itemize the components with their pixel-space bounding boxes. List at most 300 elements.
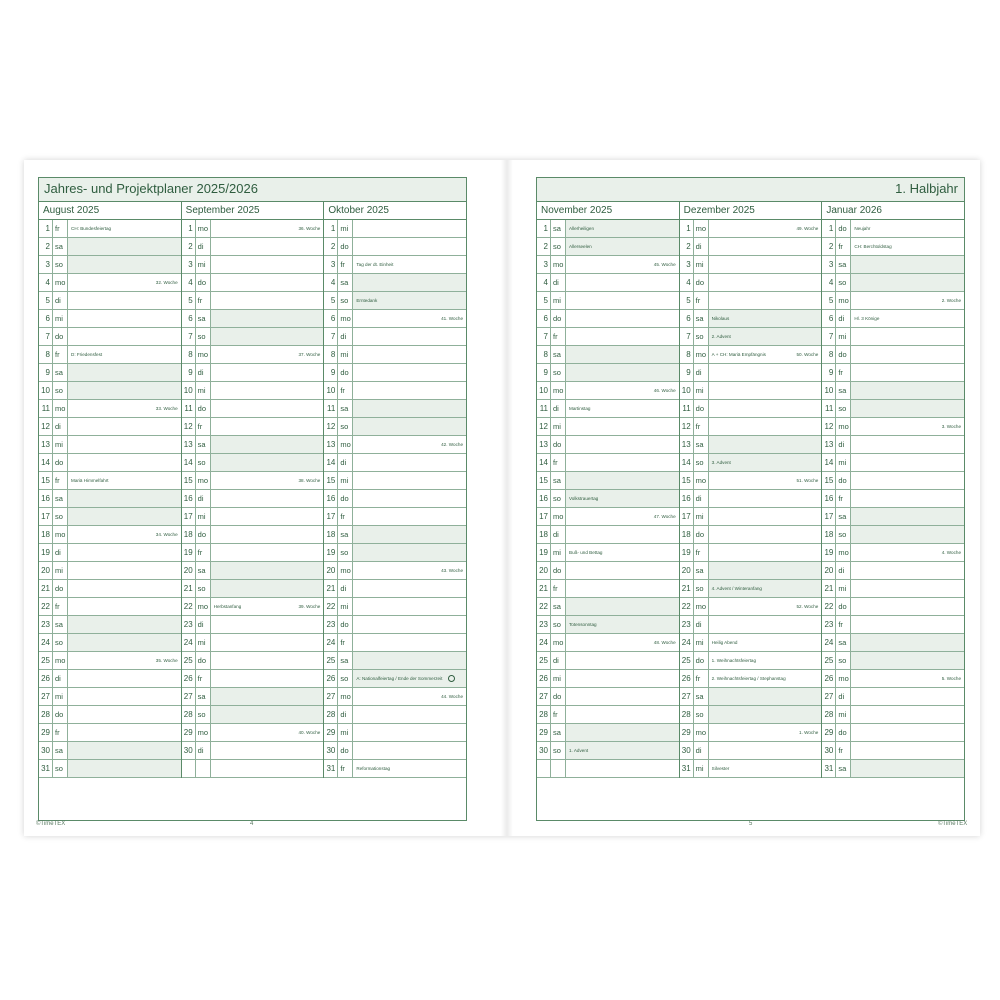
- day-note-cell[interactable]: [709, 238, 822, 255]
- day-row[interactable]: [822, 418, 964, 436]
- day-note-cell[interactable]: [353, 724, 466, 741]
- day-row[interactable]: [182, 634, 324, 652]
- day-row[interactable]: [680, 238, 822, 256]
- day-row[interactable]: [822, 274, 964, 292]
- day-row[interactable]: [182, 706, 324, 724]
- day-row[interactable]: [537, 490, 679, 508]
- day-row[interactable]: [39, 598, 181, 616]
- day-note-cell[interactable]: [566, 364, 679, 381]
- day-row[interactable]: [822, 634, 964, 652]
- day-row[interactable]: [537, 472, 679, 490]
- day-row[interactable]: [680, 544, 822, 562]
- day-note-cell[interactable]: [211, 292, 324, 309]
- day-row[interactable]: [822, 760, 964, 778]
- day-row[interactable]: [182, 760, 324, 778]
- day-row[interactable]: [822, 472, 964, 490]
- day-note-cell[interactable]: [851, 292, 964, 309]
- day-row[interactable]: [182, 670, 324, 688]
- day-note-cell[interactable]: [566, 670, 679, 687]
- day-row[interactable]: [39, 418, 181, 436]
- day-note-cell[interactable]: [851, 472, 964, 489]
- day-row[interactable]: [680, 310, 822, 328]
- day-row[interactable]: [39, 274, 181, 292]
- day-row[interactable]: [822, 526, 964, 544]
- day-row[interactable]: [680, 634, 822, 652]
- day-note-cell[interactable]: [566, 328, 679, 345]
- day-row[interactable]: [680, 436, 822, 454]
- day-row[interactable]: [680, 688, 822, 706]
- day-row[interactable]: [822, 256, 964, 274]
- day-row[interactable]: [822, 616, 964, 634]
- day-row[interactable]: [822, 400, 964, 418]
- day-note-cell[interactable]: [68, 454, 181, 471]
- day-row[interactable]: [822, 580, 964, 598]
- day-note-cell[interactable]: [353, 346, 466, 363]
- day-row[interactable]: [39, 526, 181, 544]
- day-row[interactable]: [182, 580, 324, 598]
- day-row[interactable]: [822, 688, 964, 706]
- day-note-cell[interactable]: [68, 400, 181, 417]
- day-note-cell[interactable]: [709, 400, 822, 417]
- day-note-cell[interactable]: [68, 760, 181, 777]
- day-note-cell[interactable]: [709, 580, 822, 597]
- day-row[interactable]: [39, 562, 181, 580]
- day-row[interactable]: [822, 652, 964, 670]
- day-row[interactable]: [680, 598, 822, 616]
- day-row[interactable]: [324, 364, 466, 382]
- day-note-cell[interactable]: [211, 652, 324, 669]
- day-note-cell[interactable]: [566, 562, 679, 579]
- day-row[interactable]: [39, 760, 181, 778]
- day-note-cell[interactable]: [566, 472, 679, 489]
- day-row[interactable]: [39, 364, 181, 382]
- day-note-cell[interactable]: [566, 274, 679, 291]
- day-note-cell[interactable]: [211, 760, 324, 777]
- day-row[interactable]: [537, 256, 679, 274]
- day-row[interactable]: [537, 346, 679, 364]
- day-note-cell[interactable]: [353, 238, 466, 255]
- day-note-cell[interactable]: [566, 238, 679, 255]
- day-row[interactable]: [537, 382, 679, 400]
- day-note-cell[interactable]: [566, 580, 679, 597]
- day-row[interactable]: [324, 562, 466, 580]
- day-note-cell[interactable]: [709, 670, 822, 687]
- day-note-cell[interactable]: [851, 598, 964, 615]
- day-row[interactable]: [822, 310, 964, 328]
- day-row[interactable]: [680, 418, 822, 436]
- day-row[interactable]: [680, 472, 822, 490]
- day-note-cell[interactable]: [211, 220, 324, 237]
- day-note-cell[interactable]: [709, 760, 822, 777]
- day-row[interactable]: [182, 328, 324, 346]
- day-note-cell[interactable]: [851, 742, 964, 759]
- day-note-cell[interactable]: [566, 400, 679, 417]
- day-row[interactable]: [324, 256, 466, 274]
- day-row[interactable]: [680, 580, 822, 598]
- day-note-cell[interactable]: [211, 454, 324, 471]
- day-note-cell[interactable]: [566, 310, 679, 327]
- day-note-cell[interactable]: [68, 706, 181, 723]
- day-note-cell[interactable]: [353, 688, 466, 705]
- day-row[interactable]: [537, 544, 679, 562]
- day-note-cell[interactable]: [211, 256, 324, 273]
- day-note-cell[interactable]: [211, 436, 324, 453]
- day-note-cell[interactable]: [353, 436, 466, 453]
- day-note-cell[interactable]: [211, 310, 324, 327]
- day-row[interactable]: [822, 562, 964, 580]
- day-row[interactable]: [182, 238, 324, 256]
- day-note-cell[interactable]: [68, 382, 181, 399]
- day-note-cell[interactable]: [851, 328, 964, 345]
- day-note-cell[interactable]: [353, 400, 466, 417]
- day-note-cell[interactable]: [211, 418, 324, 435]
- day-row[interactable]: [39, 706, 181, 724]
- day-row[interactable]: [680, 274, 822, 292]
- day-note-cell[interactable]: [851, 580, 964, 597]
- day-note-cell[interactable]: [68, 472, 181, 489]
- day-row[interactable]: [537, 400, 679, 418]
- day-row[interactable]: [680, 706, 822, 724]
- day-note-cell[interactable]: [353, 328, 466, 345]
- day-row[interactable]: [680, 652, 822, 670]
- day-note-cell[interactable]: [851, 508, 964, 525]
- day-row[interactable]: [537, 616, 679, 634]
- day-row[interactable]: [537, 706, 679, 724]
- day-row[interactable]: [324, 382, 466, 400]
- day-note-cell[interactable]: [353, 292, 466, 309]
- day-note-cell[interactable]: [566, 436, 679, 453]
- day-note-cell[interactable]: [709, 598, 822, 615]
- day-note-cell[interactable]: [709, 508, 822, 525]
- day-note-cell[interactable]: [211, 742, 324, 759]
- day-note-cell[interactable]: [851, 490, 964, 507]
- day-note-cell[interactable]: [709, 454, 822, 471]
- day-row[interactable]: [324, 634, 466, 652]
- day-row[interactable]: [822, 220, 964, 238]
- day-row[interactable]: [680, 220, 822, 238]
- day-note-cell[interactable]: [566, 544, 679, 561]
- day-row[interactable]: [324, 346, 466, 364]
- day-note-cell[interactable]: [68, 490, 181, 507]
- day-note-cell[interactable]: [709, 292, 822, 309]
- day-row[interactable]: [182, 598, 324, 616]
- day-note-cell[interactable]: [709, 364, 822, 381]
- day-note-cell[interactable]: [68, 328, 181, 345]
- day-row[interactable]: [39, 292, 181, 310]
- day-note-cell[interactable]: [566, 220, 679, 237]
- day-row[interactable]: [182, 652, 324, 670]
- day-row[interactable]: [537, 634, 679, 652]
- day-note-cell[interactable]: [353, 490, 466, 507]
- day-note-cell[interactable]: [709, 346, 822, 363]
- day-note-cell[interactable]: [211, 238, 324, 255]
- day-row[interactable]: [324, 418, 466, 436]
- day-row[interactable]: [680, 742, 822, 760]
- day-row[interactable]: [680, 346, 822, 364]
- day-row[interactable]: [537, 328, 679, 346]
- day-note-cell[interactable]: [851, 706, 964, 723]
- day-row[interactable]: [324, 616, 466, 634]
- day-row[interactable]: [39, 724, 181, 742]
- day-row[interactable]: [537, 688, 679, 706]
- day-note-cell[interactable]: [851, 724, 964, 741]
- day-note-cell[interactable]: [851, 274, 964, 291]
- day-row[interactable]: [822, 742, 964, 760]
- day-note-cell[interactable]: [353, 670, 466, 687]
- day-note-cell[interactable]: [566, 634, 679, 651]
- day-note-cell[interactable]: [68, 508, 181, 525]
- day-note-cell[interactable]: [353, 634, 466, 651]
- day-note-cell[interactable]: [353, 310, 466, 327]
- day-note-cell[interactable]: [68, 634, 181, 651]
- day-note-cell[interactable]: [211, 688, 324, 705]
- day-note-cell[interactable]: [211, 328, 324, 345]
- day-note-cell[interactable]: [709, 436, 822, 453]
- day-note-cell[interactable]: [211, 580, 324, 597]
- day-row[interactable]: [39, 400, 181, 418]
- day-note-cell[interactable]: [353, 508, 466, 525]
- day-row[interactable]: [182, 436, 324, 454]
- day-row[interactable]: [39, 616, 181, 634]
- day-note-cell[interactable]: [851, 616, 964, 633]
- day-note-cell[interactable]: [68, 436, 181, 453]
- day-row[interactable]: [680, 400, 822, 418]
- day-row[interactable]: [537, 436, 679, 454]
- day-note-cell[interactable]: [211, 634, 324, 651]
- day-note-cell[interactable]: [709, 544, 822, 561]
- day-note-cell[interactable]: [68, 580, 181, 597]
- day-note-cell[interactable]: [709, 418, 822, 435]
- day-note-cell[interactable]: [68, 274, 181, 291]
- day-note-cell[interactable]: [353, 364, 466, 381]
- day-note-cell[interactable]: [851, 562, 964, 579]
- day-row[interactable]: [182, 382, 324, 400]
- day-note-cell[interactable]: [566, 346, 679, 363]
- day-row[interactable]: [822, 292, 964, 310]
- day-row[interactable]: [822, 490, 964, 508]
- day-row[interactable]: [324, 274, 466, 292]
- day-note-cell[interactable]: [68, 364, 181, 381]
- day-note-cell[interactable]: [211, 670, 324, 687]
- day-note-cell[interactable]: [566, 508, 679, 525]
- day-note-cell[interactable]: [68, 346, 181, 363]
- day-row[interactable]: [822, 382, 964, 400]
- day-row[interactable]: [324, 544, 466, 562]
- day-row[interactable]: [324, 742, 466, 760]
- day-note-cell[interactable]: [566, 652, 679, 669]
- day-row[interactable]: [680, 454, 822, 472]
- day-note-cell[interactable]: [353, 562, 466, 579]
- day-row[interactable]: [822, 436, 964, 454]
- day-row[interactable]: [39, 580, 181, 598]
- day-note-cell[interactable]: [353, 454, 466, 471]
- day-note-cell[interactable]: [68, 238, 181, 255]
- day-note-cell[interactable]: [68, 220, 181, 237]
- day-note-cell[interactable]: [353, 598, 466, 615]
- day-note-cell[interactable]: [566, 292, 679, 309]
- day-note-cell[interactable]: [709, 310, 822, 327]
- day-row[interactable]: [39, 328, 181, 346]
- day-row[interactable]: [39, 544, 181, 562]
- day-row[interactable]: [537, 238, 679, 256]
- day-note-cell[interactable]: [68, 310, 181, 327]
- day-note-cell[interactable]: [851, 688, 964, 705]
- day-row[interactable]: [680, 292, 822, 310]
- day-row[interactable]: [324, 310, 466, 328]
- day-row[interactable]: [537, 418, 679, 436]
- day-note-cell[interactable]: [353, 760, 466, 777]
- day-row[interactable]: [822, 508, 964, 526]
- day-row[interactable]: [822, 328, 964, 346]
- day-row[interactable]: [182, 526, 324, 544]
- day-row[interactable]: [537, 292, 679, 310]
- day-note-cell[interactable]: [566, 616, 679, 633]
- day-row[interactable]: [324, 292, 466, 310]
- day-row[interactable]: [680, 760, 822, 778]
- day-note-cell[interactable]: [211, 706, 324, 723]
- day-note-cell[interactable]: [353, 472, 466, 489]
- day-note-cell[interactable]: [851, 382, 964, 399]
- day-note-cell[interactable]: [709, 274, 822, 291]
- day-row[interactable]: [822, 670, 964, 688]
- day-note-cell[interactable]: [211, 598, 324, 615]
- day-note-cell[interactable]: [851, 256, 964, 273]
- day-row[interactable]: [182, 292, 324, 310]
- day-row[interactable]: [182, 508, 324, 526]
- day-row[interactable]: [39, 454, 181, 472]
- day-row[interactable]: [39, 256, 181, 274]
- day-note-cell[interactable]: [211, 472, 324, 489]
- day-note-cell[interactable]: [353, 418, 466, 435]
- day-note-cell[interactable]: [566, 382, 679, 399]
- day-row[interactable]: [537, 274, 679, 292]
- day-note-cell[interactable]: [709, 328, 822, 345]
- day-row[interactable]: [324, 400, 466, 418]
- day-note-cell[interactable]: [851, 400, 964, 417]
- day-note-cell[interactable]: [353, 526, 466, 543]
- day-row[interactable]: [324, 670, 466, 688]
- day-note-cell[interactable]: [353, 616, 466, 633]
- day-note-cell[interactable]: [353, 256, 466, 273]
- day-note-cell[interactable]: [68, 418, 181, 435]
- day-row[interactable]: [324, 760, 466, 778]
- day-note-cell[interactable]: [709, 652, 822, 669]
- day-row[interactable]: [39, 382, 181, 400]
- day-row[interactable]: [680, 508, 822, 526]
- day-row[interactable]: [182, 346, 324, 364]
- day-note-cell[interactable]: [709, 616, 822, 633]
- day-row[interactable]: [39, 508, 181, 526]
- day-note-cell[interactable]: [709, 688, 822, 705]
- day-note-cell[interactable]: [566, 760, 679, 777]
- day-note-cell[interactable]: [211, 346, 324, 363]
- day-row[interactable]: [39, 310, 181, 328]
- day-note-cell[interactable]: [851, 418, 964, 435]
- day-row[interactable]: [182, 544, 324, 562]
- day-note-cell[interactable]: [353, 382, 466, 399]
- day-row[interactable]: [324, 688, 466, 706]
- day-row[interactable]: [324, 598, 466, 616]
- day-row[interactable]: [324, 508, 466, 526]
- day-row[interactable]: [182, 418, 324, 436]
- day-row[interactable]: [680, 490, 822, 508]
- day-row[interactable]: [537, 220, 679, 238]
- day-row[interactable]: [182, 616, 324, 634]
- day-note-cell[interactable]: [68, 724, 181, 741]
- day-row[interactable]: [182, 454, 324, 472]
- day-note-cell[interactable]: [709, 634, 822, 651]
- day-row[interactable]: [324, 580, 466, 598]
- day-row[interactable]: [324, 454, 466, 472]
- day-note-cell[interactable]: [566, 724, 679, 741]
- day-note-cell[interactable]: [353, 544, 466, 561]
- day-row[interactable]: [822, 364, 964, 382]
- day-row[interactable]: [537, 454, 679, 472]
- day-row[interactable]: [680, 562, 822, 580]
- day-note-cell[interactable]: [709, 472, 822, 489]
- day-note-cell[interactable]: [68, 688, 181, 705]
- day-row[interactable]: [822, 238, 964, 256]
- day-row[interactable]: [537, 310, 679, 328]
- day-note-cell[interactable]: [851, 436, 964, 453]
- day-note-cell[interactable]: [68, 598, 181, 615]
- day-note-cell[interactable]: [566, 526, 679, 543]
- day-row[interactable]: [537, 562, 679, 580]
- day-note-cell[interactable]: [211, 274, 324, 291]
- day-row[interactable]: [537, 742, 679, 760]
- day-row[interactable]: [680, 382, 822, 400]
- day-note-cell[interactable]: [851, 760, 964, 777]
- day-row[interactable]: [182, 310, 324, 328]
- day-row[interactable]: [680, 526, 822, 544]
- day-note-cell[interactable]: [353, 742, 466, 759]
- day-note-cell[interactable]: [211, 724, 324, 741]
- day-note-cell[interactable]: [68, 256, 181, 273]
- day-note-cell[interactable]: [211, 544, 324, 561]
- day-row[interactable]: [182, 688, 324, 706]
- day-row[interactable]: [822, 544, 964, 562]
- day-note-cell[interactable]: [709, 706, 822, 723]
- day-row[interactable]: [39, 688, 181, 706]
- day-row[interactable]: [182, 742, 324, 760]
- day-row[interactable]: [39, 472, 181, 490]
- day-row[interactable]: [822, 454, 964, 472]
- day-row[interactable]: [324, 328, 466, 346]
- day-note-cell[interactable]: [68, 616, 181, 633]
- day-note-cell[interactable]: [353, 706, 466, 723]
- day-row[interactable]: [182, 364, 324, 382]
- day-row[interactable]: [39, 490, 181, 508]
- day-note-cell[interactable]: [851, 526, 964, 543]
- day-note-cell[interactable]: [211, 400, 324, 417]
- day-row[interactable]: [39, 742, 181, 760]
- day-row[interactable]: [537, 724, 679, 742]
- day-row[interactable]: [537, 760, 679, 778]
- day-row[interactable]: [324, 472, 466, 490]
- day-note-cell[interactable]: [566, 706, 679, 723]
- day-note-cell[interactable]: [709, 742, 822, 759]
- day-row[interactable]: [182, 724, 324, 742]
- day-note-cell[interactable]: [851, 220, 964, 237]
- day-note-cell[interactable]: [566, 418, 679, 435]
- day-note-cell[interactable]: [68, 544, 181, 561]
- day-row[interactable]: [537, 670, 679, 688]
- day-row[interactable]: [822, 724, 964, 742]
- day-row[interactable]: [537, 580, 679, 598]
- day-note-cell[interactable]: [709, 382, 822, 399]
- day-row[interactable]: [182, 490, 324, 508]
- day-note-cell[interactable]: [211, 526, 324, 543]
